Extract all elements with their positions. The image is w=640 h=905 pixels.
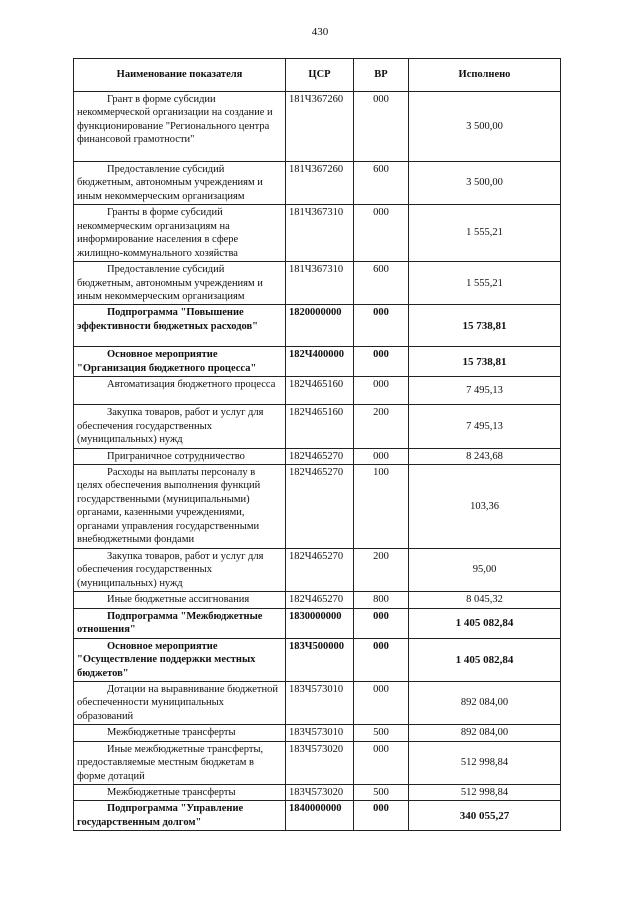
row-csr-cell: 182Ч465270 (286, 549, 354, 592)
table-header-row (74, 59, 561, 92)
table-row (74, 347, 561, 377)
row-name-cell: Предоставление субсидий бюджетным, автономным учреждениям и иным некоммерческим организациям (74, 262, 286, 305)
table-row (74, 162, 561, 205)
table-row (74, 262, 561, 305)
row-vr-cell: 200 (354, 549, 409, 592)
row-name-cell: Расходы на выплаты персоналу в целях обеспечения выполнения функций государственными (муниципальными) органами, казенными учреждениями, органами управления государственными внебюджетными фондами (74, 465, 286, 549)
table-row (74, 465, 561, 549)
row-vr-cell: 000 (354, 377, 409, 405)
row-name-cell: Иные межбюджетные трансферты, предоставляемые местным бюджетам в форме дотаций (74, 741, 286, 784)
row-csr-cell: 183Ч573020 (286, 741, 354, 784)
row-amount-cell: 892 084,00 (409, 681, 561, 724)
row-csr-cell: 182Ч400000 (286, 347, 354, 377)
row-amount-cell: 103,36 (409, 465, 561, 549)
row-name-cell: Основное мероприятие "Осуществление поддержки местных бюджетов" (74, 638, 286, 681)
row-csr-cell: 181Ч367260 (286, 92, 354, 162)
row-name-cell: Подпрограмма "Повышение эффективности бюджетных расходов" (74, 305, 286, 347)
row-csr-cell: 183Ч573010 (286, 725, 354, 741)
row-csr-cell: 181Ч367310 (286, 262, 354, 305)
row-name-cell: Гранты в форме субсидий некоммерческим организациям на информирование населения в сфере жилищно-коммунального хозяйства (74, 205, 286, 262)
row-amount-cell: 7 495,13 (409, 377, 561, 405)
row-vr-cell: 000 (354, 92, 409, 162)
row-name-cell: Закупка товаров, работ и услуг для обеспечения государственных (муниципальных) нужд (74, 405, 286, 448)
row-amount-cell: 1 405 082,84 (409, 638, 561, 681)
row-csr-cell: 183Ч573010 (286, 681, 354, 724)
row-amount-cell: 3 500,00 (409, 162, 561, 205)
row-vr-cell: 000 (354, 305, 409, 347)
row-name-cell: Грант в форме субсидии некоммерческой организации на создание и функционирование "Регионального центра финансовой грамотности" (74, 92, 286, 162)
row-vr-cell: 000 (354, 638, 409, 681)
header-name: Наименование показателя (74, 59, 286, 92)
page-number: 430 (311, 26, 329, 38)
table-row (74, 405, 561, 448)
row-csr-cell: 182Ч465270 (286, 592, 354, 608)
row-amount-cell: 8 045,32 (409, 592, 561, 608)
row-name-cell: Межбюджетные трансферты (74, 785, 286, 801)
row-csr-cell: 182Ч465160 (286, 377, 354, 405)
row-name-cell: Автоматизация бюджетного процесса (74, 377, 286, 405)
row-name-cell: Приграничное сотрудничество (74, 448, 286, 464)
row-csr-cell: 183Ч573020 (286, 785, 354, 801)
row-amount-cell: 512 998,84 (409, 741, 561, 784)
row-vr-cell: 500 (354, 785, 409, 801)
row-amount-cell: 95,00 (409, 549, 561, 592)
table-body (74, 92, 561, 831)
row-vr-cell: 800 (354, 592, 409, 608)
row-amount-cell: 512 998,84 (409, 785, 561, 801)
table-row (74, 801, 561, 831)
table-row (74, 741, 561, 784)
row-amount-cell: 3 500,00 (409, 92, 561, 162)
header-csr: ЦСР (286, 59, 354, 92)
row-vr-cell: 000 (354, 205, 409, 262)
row-amount-cell: 1 555,21 (409, 262, 561, 305)
row-amount-cell: 340 055,27 (409, 801, 561, 831)
table-row (74, 377, 561, 405)
row-csr-cell: 1840000000 (286, 801, 354, 831)
table-row (74, 608, 561, 638)
row-amount-cell: 15 738,81 (409, 305, 561, 347)
row-amount-cell: 892 084,00 (409, 725, 561, 741)
budget-execution-table (73, 58, 561, 831)
row-name-cell: Подпрограмма "Межбюджетные отношения" (74, 608, 286, 638)
table-row (74, 785, 561, 801)
row-vr-cell: 000 (354, 801, 409, 831)
row-name-cell: Дотации на выравнивание бюджетной обеспеченности муниципальных образований (74, 681, 286, 724)
table-row (74, 448, 561, 464)
row-vr-cell: 000 (354, 681, 409, 724)
table-row (74, 92, 561, 162)
row-amount-cell: 15 738,81 (409, 347, 561, 377)
row-vr-cell: 500 (354, 725, 409, 741)
row-vr-cell: 600 (354, 162, 409, 205)
row-name-cell: Предоставление субсидий бюджетным, автономным учреждениям и иным некоммерческим организациям (74, 162, 286, 205)
header-vr: ВР (354, 59, 409, 92)
row-csr-cell: 181Ч367310 (286, 205, 354, 262)
header-amount: Исполнено (409, 59, 561, 92)
table-row (74, 638, 561, 681)
table-row (74, 725, 561, 741)
table-row (74, 681, 561, 724)
table-row (74, 592, 561, 608)
row-amount-cell: 8 243,68 (409, 448, 561, 464)
row-name-cell: Иные бюджетные ассигнования (74, 592, 286, 608)
row-vr-cell: 000 (354, 448, 409, 464)
row-name-cell: Межбюджетные трансферты (74, 725, 286, 741)
table-row (74, 205, 561, 262)
row-vr-cell: 000 (354, 608, 409, 638)
row-name-cell: Основное мероприятие "Организация бюджетного процесса" (74, 347, 286, 377)
table-row (74, 305, 561, 347)
row-vr-cell: 200 (354, 405, 409, 448)
row-csr-cell: 183Ч500000 (286, 638, 354, 681)
row-name-cell: Закупка товаров, работ и услуг для обеспечения государственных (муниципальных) нужд (74, 549, 286, 592)
row-csr-cell: 1830000000 (286, 608, 354, 638)
row-csr-cell: 181Ч367260 (286, 162, 354, 205)
row-amount-cell: 1 555,21 (409, 205, 561, 262)
row-vr-cell: 600 (354, 262, 409, 305)
row-vr-cell: 000 (354, 347, 409, 377)
row-csr-cell: 182Ч465160 (286, 405, 354, 448)
row-amount-cell: 1 405 082,84 (409, 608, 561, 638)
row-amount-cell: 7 495,13 (409, 405, 561, 448)
row-vr-cell: 000 (354, 741, 409, 784)
row-csr-cell: 182Ч465270 (286, 465, 354, 549)
row-vr-cell: 100 (354, 465, 409, 549)
table-row (74, 549, 561, 592)
row-csr-cell: 182Ч465270 (286, 448, 354, 464)
row-csr-cell: 1820000000 (286, 305, 354, 347)
row-name-cell: Подпрограмма "Управление государственным долгом" (74, 801, 286, 831)
